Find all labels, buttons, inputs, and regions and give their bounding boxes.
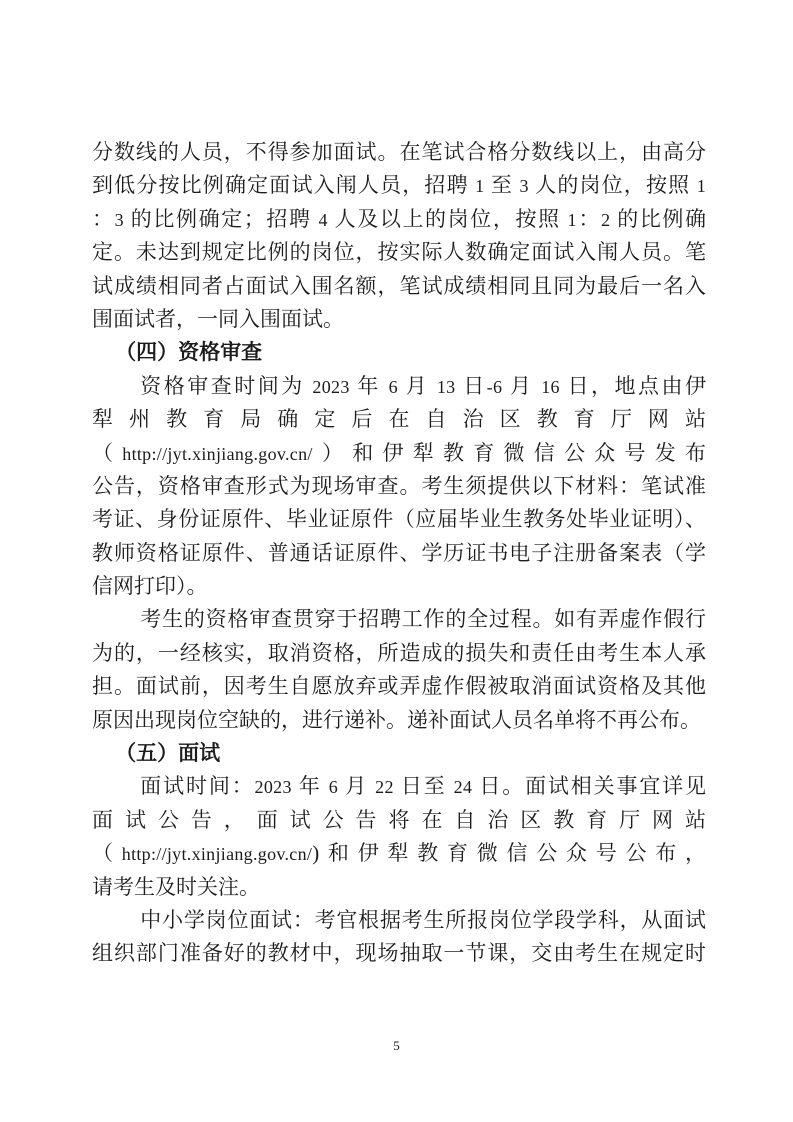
page-footer <box>0 1038 793 1054</box>
document-body <box>92 136 706 971</box>
latin-run: 2023 <box>254 777 292 798</box>
text-line: 面试公告，面试公告将在自治区教育厅网站 <box>92 807 706 832</box>
text-line: 犁州教育局确定后在自治区教育厅网站 <box>92 407 706 432</box>
latin-run: 3 <box>114 209 124 230</box>
text-line: 组织部门准备好的教材中，现场抽取一节课，交由考生在规定时 <box>92 941 706 966</box>
latin-run: 24 <box>453 777 473 798</box>
text-line: 教师资格证原件、普通话证原件、学历证书电子注册备案表（学 <box>92 540 706 565</box>
paragraph <box>92 603 706 737</box>
text-line: 面试时间：2023 年 6 月 22 日至 24 日。面试相关事宜详见 <box>140 774 707 799</box>
text-line: （http://jyt.xinjiang.gov.cn/)和伊犁教育微信公众号公布， <box>92 841 707 866</box>
text-line: 资格审查时间为 2023 年 6 月 13 日-6 月 16 日，地点由伊 <box>140 373 706 398</box>
text-line: （http://jyt.xinjiang.gov.cn/）和伊犁教育微信公众号发布 <box>92 440 707 465</box>
latin-run: 2 <box>601 209 611 230</box>
latin-run: 1 <box>475 176 485 197</box>
text-line: 到低分按比例确定面试入闱人员，招聘 1 至 3 人的岗位，按照 1 <box>92 173 707 198</box>
section-heading: （五）面试 <box>115 741 221 766</box>
latin-run: 6 <box>388 376 398 397</box>
section-heading: （四）资格审查 <box>115 340 263 365</box>
text-line: 考证、身份证原件、毕业证原件（应届毕业生教务处毕业证明）、 <box>92 507 706 532</box>
latin-run: 6 <box>328 777 339 798</box>
latin-run: http://jyt.xinjiang.gov.cn/ <box>121 844 313 865</box>
text-line: 定。未达到规定比例的岗位，按实际人数确定面试入闱人员。笔 <box>92 240 706 265</box>
latin-run: 3 <box>519 176 529 197</box>
text-line: 围面试者，一同入围面试。 <box>92 306 344 331</box>
text-line: 信网打印）。 <box>92 574 208 599</box>
latin-run: 4 <box>318 209 328 230</box>
latin-run: http://jyt.xinjiang.gov.cn/ <box>122 443 313 464</box>
text-line: 为的，一经核实，取消资格，所造成的损失和责任由考生本人承 <box>92 640 706 665</box>
text-line: 考生的资格审查贯穿于招聘工作的全过程。如有弄虚作假行 <box>140 607 706 632</box>
page-number: 5 <box>393 1038 400 1053</box>
paragraph <box>92 770 706 904</box>
text-line: 中小学岗位面试：考官根据考生所报岗位学段学科，从面试 <box>140 907 706 932</box>
latin-run: 1 <box>696 176 707 197</box>
latin-run: -6 <box>486 376 503 397</box>
paragraph <box>92 370 706 604</box>
text-line: 担。面试前，因考生自愿放弃或弄虚作假被取消面试资格及其他 <box>92 674 706 699</box>
latin-run: 22 <box>375 777 394 798</box>
latin-run: 13 <box>436 376 456 397</box>
text-line: 试成绩相同者占面试入围名额，笔试成绩相同且同为最后一名入 <box>92 273 706 298</box>
text-line: ：3 的比例确定；招聘 4 人及以上的岗位，按照 1：2 的比例确 <box>92 206 707 231</box>
latin-run: 16 <box>541 376 560 397</box>
text-line: 分数线的人员，不得参加面试。在笔试合格分数线以上，由高分 <box>92 140 706 164</box>
paragraph <box>92 904 706 971</box>
text-line: 请考生及时关注。 <box>92 874 260 899</box>
latin-run: 2023 <box>312 376 350 397</box>
text-line: 原因出现岗位空缺的，进行递补。递补面试人员名单将不再公布。 <box>92 707 701 732</box>
paragraph <box>92 136 706 336</box>
text-line: 公告，资格审查形式为现场审查。考生须提供以下材料：笔试准 <box>92 473 706 498</box>
latin-run: 1 <box>567 209 577 230</box>
